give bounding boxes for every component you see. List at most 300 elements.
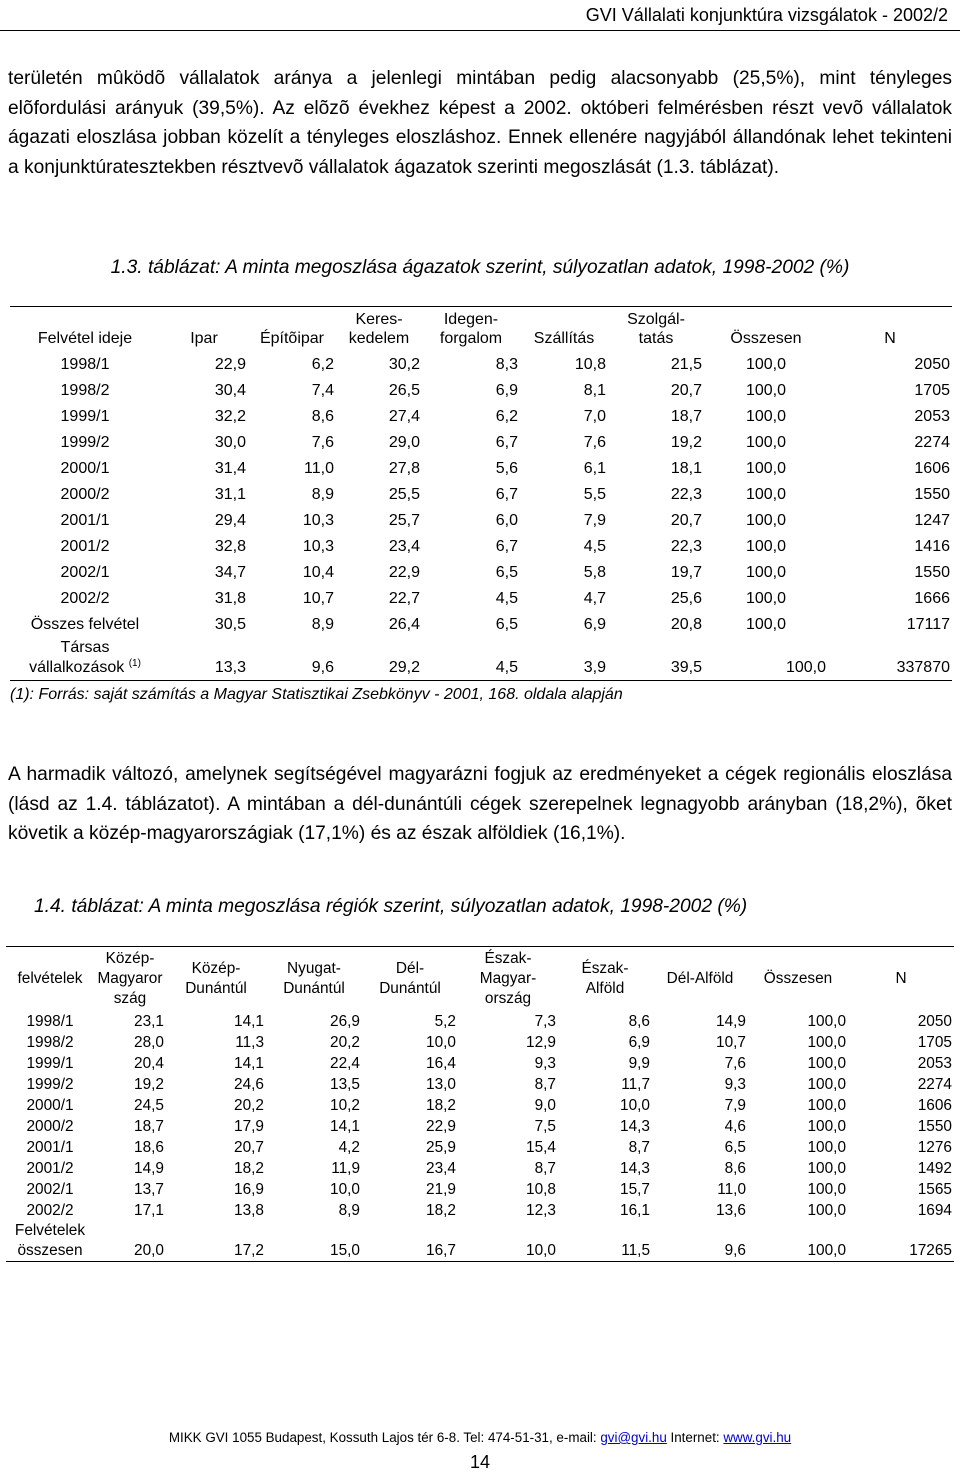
table-cell: 337870	[896, 659, 950, 676]
table-cell: 8,1	[583, 382, 606, 399]
table-cell: 6,9	[583, 616, 606, 633]
table-cell: 20,2	[330, 1034, 360, 1051]
table-row	[6, 1074, 954, 1095]
table-cell: 6,9	[628, 1034, 650, 1051]
table-cell: 4,5	[583, 538, 606, 555]
column-header	[160, 307, 248, 353]
table-cell: 15,4	[526, 1139, 556, 1156]
row-label: 1999/1	[26, 1055, 74, 1072]
table-cell: 100,0	[785, 659, 826, 676]
table-cell: 1492	[917, 1160, 952, 1177]
table-cell: 2053	[917, 1055, 952, 1072]
table-cell: 3,9	[583, 659, 606, 676]
table-cell: 1694	[917, 1202, 952, 1219]
table-cell: 6,2	[311, 356, 334, 373]
table-cell: 27,4	[388, 408, 420, 425]
header-text-line: Idegen-	[443, 311, 499, 328]
table-cell: 13,7	[134, 1181, 164, 1198]
table-cell: 7,9	[583, 512, 606, 529]
table-cell: 100,0	[745, 356, 787, 373]
table-cell: 10,0	[620, 1097, 650, 1114]
table-cell: 13,8	[234, 1202, 264, 1219]
table-cell: 11,3	[235, 1034, 264, 1051]
table-cell: 9,6	[724, 1242, 746, 1259]
table-cell: 100,0	[745, 486, 787, 503]
table-cell: 11,9	[331, 1160, 360, 1177]
table-cell: 31,8	[214, 590, 246, 607]
footer-address: MIKK GVI 1055 Budapest, Kossuth Lajos tér 6-8. Tel: 474-51-31, e-mail:	[168, 1430, 601, 1445]
table-cell: 7,6	[311, 434, 334, 451]
table-cell: 31,1	[214, 486, 246, 503]
table-cell: 22,3	[670, 538, 702, 555]
table-row	[6, 1032, 954, 1053]
table-cell: 6,7	[495, 434, 518, 451]
table-cell: 1550	[917, 1118, 952, 1135]
header-text-line: Magyar-	[479, 970, 537, 987]
table-cell: 16,9	[234, 1181, 264, 1198]
table-row	[6, 1011, 954, 1032]
column-header	[520, 307, 608, 353]
table-cell: 18,7	[134, 1118, 164, 1135]
table-cell: 7,9	[724, 1097, 746, 1114]
column-header	[362, 947, 458, 1012]
row-label: 2000/2	[60, 486, 110, 503]
table-cell: 15,7	[620, 1181, 650, 1198]
header-text-line: Nyugat-	[287, 960, 341, 977]
table2-caption: 1.4. táblázat: A minta megoszlása régiók szerint, súlyozatlan adatok, 1998-2002 (%)	[34, 896, 748, 917]
header-title: GVI Vállalati konjunktúra vizsgálatok - 2002/2	[585, 5, 948, 25]
column-header	[248, 307, 336, 353]
page-footer	[0, 1430, 960, 1445]
table-cell: 4,6	[724, 1118, 746, 1135]
table-cell: 27,8	[388, 460, 420, 477]
table-cell: 34,7	[214, 564, 246, 581]
table-cell: 10,4	[302, 564, 334, 581]
column-header	[608, 307, 704, 353]
table-cell: 100,0	[807, 1202, 846, 1219]
table-cell: 39,5	[670, 659, 702, 676]
row-label: 2001/2	[26, 1160, 74, 1177]
table-cell: 8,3	[495, 356, 518, 373]
table-cell: 13,5	[330, 1076, 360, 1093]
table-cell: 22,4	[330, 1055, 360, 1072]
table-cell: 1606	[917, 1097, 952, 1114]
table-row	[10, 612, 952, 638]
table-cell: 16,7	[426, 1242, 456, 1259]
table-cell: 13,6	[716, 1202, 746, 1219]
header-text-line: felvételek	[17, 970, 83, 987]
column-header	[704, 307, 828, 353]
header-text-line: Felvétel ideje	[37, 330, 133, 347]
body-paragraph-2: A harmadik változó, amelynek segítségével magyarázni fogjuk az eredményeket a cégek regionális eloszlása (lásd az 1.4. táblázatot). A mintában a dél-dunántúli cégek szerepelnek legnagyobb arányban (18,2%), õket követik a közép-magyarországiak (17,1%) és az észak alföldiek (16,1%).	[8, 764, 952, 844]
header-text-line: tatás	[638, 330, 674, 347]
table-cell: 4,5	[495, 659, 518, 676]
header-text-line: forgalom	[439, 330, 503, 347]
table-cell: 24,6	[234, 1076, 264, 1093]
row-label: 2001/1	[60, 512, 110, 529]
table-cell: 1276	[917, 1139, 952, 1156]
column-header	[10, 307, 160, 353]
header-text-line: Dél-	[395, 960, 425, 977]
table-cell: 10,3	[302, 538, 334, 555]
table-cell: 7,6	[583, 434, 606, 451]
table-cell: 8,6	[311, 408, 334, 425]
row-label: 2002/1	[60, 564, 110, 581]
row-label-line: összesen	[17, 1242, 83, 1259]
table-row	[6, 1095, 954, 1116]
table-cell: 1565	[917, 1181, 952, 1198]
table-cell: 100,0	[745, 408, 787, 425]
header-text-line: Dunántúl	[379, 980, 441, 997]
table-row	[6, 1179, 954, 1200]
table-cell: 1247	[914, 512, 950, 529]
header-text-line: Dunántúl	[283, 980, 345, 997]
table-cell: 2053	[914, 408, 950, 425]
table-row	[6, 1053, 954, 1074]
table-cell: 10,8	[526, 1181, 556, 1198]
header-text-line: Dél-Alföld	[666, 970, 734, 987]
table-cell: 100,0	[807, 1076, 846, 1093]
table-cell: 29,0	[388, 434, 420, 451]
table-cell: 14,1	[234, 1013, 264, 1030]
table-cell: 100,0	[745, 460, 787, 477]
footer-email-link[interactable]: gvi@gvi.hu	[600, 1430, 667, 1445]
table-row	[10, 378, 952, 404]
table-cell: 11,7	[621, 1076, 650, 1093]
table-cell: 100,0	[807, 1055, 846, 1072]
table-cell: 30,2	[388, 356, 420, 373]
table-cell: 100,0	[745, 590, 787, 607]
table-cell: 6,1	[583, 460, 606, 477]
table-cell: 24,5	[134, 1097, 164, 1114]
table-cell: 9,6	[311, 659, 334, 676]
table-cell: 8,7	[534, 1076, 556, 1093]
table-cell: 18,2	[234, 1160, 264, 1177]
table-cell: 1705	[914, 382, 950, 399]
table-cell: 28,0	[134, 1034, 164, 1051]
row-label: 1999/2	[26, 1076, 74, 1093]
table-cell: 14,1	[330, 1118, 360, 1135]
column-header	[458, 947, 558, 1012]
table-cell: 20,7	[234, 1139, 264, 1156]
header-text-line: Ipar	[190, 330, 218, 347]
table-cell: 22,7	[388, 590, 420, 607]
table-cell: 100,0	[807, 1118, 846, 1135]
table-cell: 10,0	[426, 1034, 456, 1051]
table-cell: 18,6	[134, 1139, 164, 1156]
table-cell: 17265	[909, 1242, 952, 1259]
table-cell: 13,3	[214, 659, 246, 676]
table-cell: 26,9	[330, 1013, 360, 1030]
table-cell: 11,5	[621, 1242, 650, 1259]
table-cell: 32,8	[214, 538, 246, 555]
table-cell: 10,0	[330, 1181, 360, 1198]
table-cell: 30,0	[214, 434, 246, 451]
table-cell: 8,9	[338, 1202, 360, 1219]
table-cell: 22,3	[670, 486, 702, 503]
table-cell: 14,9	[134, 1160, 164, 1177]
table-cell: 14,3	[620, 1160, 650, 1177]
column-header	[848, 947, 954, 1012]
row-label: 1998/2	[60, 382, 110, 399]
table-cell: 6,5	[724, 1139, 746, 1156]
table-cell: 6,5	[495, 616, 518, 633]
row-label: 2002/2	[26, 1202, 74, 1219]
header-text-line: ország	[484, 990, 532, 1007]
table-cell: 18,2	[426, 1202, 456, 1219]
table-cell: 11,0	[717, 1181, 746, 1198]
body-paragraph-1: területén mûködõ vállalatok aránya a jelenlegi mintában pedig alacsonyabb (25,5%), mint tényleges elõfordulási arányuk (39,5%). Az elõzõ évekhez képest a 2002. októberi felmérésben részt vevõ vállalatok ágazati eloszlása jobban közelít a tényleges eloszláshoz. Ennek ellenére nagyjából állandónak lehet tekinteni a konjunktúratesztekben résztvevõ vállalatok ágazatok szerinti megoszlását (1.3. táblázat).	[8, 68, 952, 178]
table-row	[10, 508, 952, 534]
table-cell: 100,0	[807, 1013, 846, 1030]
header-text-line: kedelem	[348, 330, 410, 347]
table-cell: 14,9	[716, 1013, 746, 1030]
table-cell: 19,2	[670, 434, 702, 451]
table-cell: 20,7	[670, 512, 702, 529]
table-cell: 22,9	[214, 356, 246, 373]
header-text-line: Közép-	[105, 950, 155, 967]
table-cell: 7,3	[534, 1013, 556, 1030]
table-cell: 100,0	[807, 1034, 846, 1051]
table-cell: 8,6	[724, 1160, 746, 1177]
column-header	[6, 947, 94, 1012]
table-cell: 9,0	[534, 1097, 556, 1114]
table-cell: 1416	[914, 538, 950, 555]
row-label-line: vállalkozások	[29, 659, 125, 676]
table-cell: 25,6	[670, 590, 702, 607]
table-cell: 20,8	[670, 616, 702, 633]
table-cell: 16,1	[620, 1202, 650, 1219]
header-row	[10, 307, 952, 353]
header-text-line: Építõipar	[259, 330, 325, 347]
table-cell: 100,0	[807, 1097, 846, 1114]
table-cell: 10,2	[330, 1097, 360, 1114]
row-label: Összes felvétel	[30, 616, 140, 633]
table-cell: 18,7	[670, 408, 702, 425]
table-cell: 4,7	[583, 590, 606, 607]
region-distribution-table	[6, 946, 954, 1262]
table-cell: 6,7	[495, 486, 518, 503]
table-row	[6, 1200, 954, 1221]
table-cell: 1550	[914, 486, 950, 503]
header-text-line: Összesen	[730, 330, 802, 347]
table-cell: 100,0	[745, 382, 787, 399]
row-label: 1999/1	[60, 408, 110, 425]
table-cell: 2274	[917, 1076, 952, 1093]
table-cell: 100,0	[807, 1242, 846, 1259]
table-cell: 8,7	[534, 1160, 556, 1177]
table-cell: 17117	[906, 616, 950, 633]
table-cell: 2050	[917, 1013, 952, 1030]
table-cell: 20,4	[134, 1055, 164, 1072]
table-cell: 6,0	[495, 512, 518, 529]
table-cell: 9,9	[628, 1055, 650, 1072]
table-cell: 30,4	[214, 382, 246, 399]
table-cell: 12,9	[526, 1034, 556, 1051]
table-cell: 13,0	[426, 1076, 456, 1093]
header-text-line: Keres-	[355, 311, 403, 328]
table-row	[10, 482, 952, 508]
header-text-line: szág	[113, 990, 147, 1007]
header-text-line: Alföld	[585, 980, 625, 997]
table-cell: 23,4	[388, 538, 420, 555]
table-cell: 30,5	[214, 616, 246, 633]
table-cell: 19,7	[670, 564, 702, 581]
table-cell: 9,3	[724, 1076, 746, 1093]
table-cell: 25,5	[388, 486, 420, 503]
table1-caption: 1.3. táblázat: A minta megoszlása ágazatok szerint, súlyozatlan adatok, 1998-2002 (%)	[110, 257, 850, 278]
table-cell: 9,3	[534, 1055, 556, 1072]
column-header	[828, 307, 952, 353]
table-cell: 100,0	[745, 434, 787, 451]
table-cell: 1606	[914, 460, 950, 477]
table-cell: 23,4	[426, 1160, 456, 1177]
row-label: 2001/2	[60, 538, 110, 555]
table-cell: 10,3	[302, 512, 334, 529]
table-cell: 7,0	[583, 408, 606, 425]
header-text-line: Magyaror	[97, 970, 163, 987]
row-label-line: Társas	[60, 639, 110, 656]
footnote-marker: (1)	[128, 658, 141, 669]
table-cell: 31,4	[214, 460, 246, 477]
table-cell: 20,2	[234, 1097, 264, 1114]
table-cell: 17,9	[234, 1118, 264, 1135]
table-cell: 100,0	[745, 512, 787, 529]
table-cell: 100,0	[807, 1181, 846, 1198]
table-cell: 32,2	[214, 408, 246, 425]
row-label: 1999/2	[60, 434, 110, 451]
table-cell: 8,9	[311, 486, 334, 503]
table-cell: 10,0	[526, 1242, 556, 1259]
table-cell: 1550	[914, 564, 950, 581]
table-cell: 1666	[914, 590, 950, 607]
table-row	[10, 560, 952, 586]
header-text-line: Szolgál-	[627, 311, 685, 328]
table-cell: 1705	[917, 1034, 952, 1051]
row-label: 2002/1	[26, 1181, 74, 1198]
row-label: 2000/1	[26, 1097, 74, 1114]
header-text-line: Közép-	[191, 960, 241, 977]
table-cell: 8,6	[628, 1013, 650, 1030]
table1-footnote: (1): Forrás: saját számítás a Magyar Statisztikai Zsebkönyv - 2001, 168. oldala alapján	[10, 686, 623, 703]
header-text-line: Szállítás	[533, 330, 595, 347]
table-row	[6, 1158, 954, 1179]
table-cell: 10,7	[302, 590, 334, 607]
table-row	[6, 1137, 954, 1158]
table-cell: 8,7	[628, 1139, 650, 1156]
header-text-line: N	[895, 970, 907, 987]
row-label: 2000/2	[26, 1118, 74, 1135]
table-cell: 22,9	[426, 1118, 456, 1135]
table-cell: 5,6	[495, 460, 518, 477]
row-label	[10, 638, 160, 681]
row-label: 1998/1	[60, 356, 110, 373]
table-cell: 6,2	[495, 408, 518, 425]
footer-website-link[interactable]: www.gvi.hu	[723, 1430, 792, 1445]
column-header	[652, 947, 748, 1012]
table-row	[10, 430, 952, 456]
column-header	[94, 947, 166, 1012]
table-cell: 2274	[914, 434, 950, 451]
header-text-line: Dunántúl	[185, 980, 247, 997]
table-cell: 6,7	[495, 538, 518, 555]
table-cell: 7,5	[534, 1118, 556, 1135]
table-cell: 29,4	[214, 512, 246, 529]
table-cell: 8,9	[311, 616, 334, 633]
column-header	[166, 947, 266, 1012]
table-cell: 26,5	[388, 382, 420, 399]
table-cell: 10,7	[716, 1034, 746, 1051]
page-header	[0, 0, 960, 31]
table-cell: 7,6	[724, 1055, 746, 1072]
table-cell: 23,1	[134, 1013, 164, 1030]
table-cell: 11,0	[304, 460, 334, 477]
table-cell: 5,8	[583, 564, 606, 581]
table-cell: 18,1	[670, 460, 702, 477]
table-row	[10, 404, 952, 430]
table-row-total	[10, 638, 952, 681]
header-text-line: N	[884, 330, 896, 347]
table-cell: 12,3	[526, 1202, 556, 1219]
table-cell: 100,0	[745, 538, 787, 555]
column-header	[748, 947, 848, 1012]
table-cell: 15,0	[330, 1242, 360, 1259]
footer-internet-label: Internet:	[666, 1430, 724, 1445]
table-cell: 4,2	[338, 1139, 360, 1156]
table-row	[10, 456, 952, 482]
row-label: 2001/1	[26, 1139, 74, 1156]
table-cell: 17,2	[234, 1242, 264, 1259]
table-cell: 5,2	[434, 1013, 456, 1030]
table-cell: 6,5	[495, 564, 518, 581]
table-cell: 18,2	[426, 1097, 456, 1114]
column-header	[422, 307, 520, 353]
table-cell: 20,0	[134, 1242, 164, 1259]
header-row	[6, 947, 954, 1012]
table-cell: 20,7	[670, 382, 702, 399]
table-cell: 16,4	[426, 1055, 456, 1072]
table-row-total	[6, 1221, 954, 1262]
table-cell: 26,4	[388, 616, 420, 633]
table-row	[6, 1116, 954, 1137]
header-text-line: Észak-	[484, 950, 532, 967]
page-number: 14	[469, 1452, 491, 1472]
table-cell: 21,9	[426, 1181, 456, 1198]
table-cell: 29,2	[388, 659, 420, 676]
row-label	[6, 1221, 94, 1262]
header-text-line: Összesen	[763, 970, 833, 987]
row-label-line: Felvételek	[14, 1222, 86, 1239]
table-cell: 4,5	[495, 590, 518, 607]
table-cell: 6,9	[495, 382, 518, 399]
table-cell: 14,3	[620, 1118, 650, 1135]
table-row	[10, 534, 952, 560]
table-cell: 19,2	[134, 1076, 164, 1093]
column-header	[558, 947, 652, 1012]
column-header	[336, 307, 422, 353]
column-header	[266, 947, 362, 1012]
header-text-line: Észak-	[581, 960, 629, 977]
table-cell: 25,9	[426, 1139, 456, 1156]
sector-distribution-table	[10, 306, 952, 681]
table-cell: 22,9	[388, 564, 420, 581]
table-row	[10, 586, 952, 612]
row-label: 2002/2	[60, 590, 110, 607]
table-row	[10, 352, 952, 378]
table-cell: 10,8	[574, 356, 606, 373]
table-cell: 5,5	[583, 486, 606, 503]
table-cell: 25,7	[388, 512, 420, 529]
